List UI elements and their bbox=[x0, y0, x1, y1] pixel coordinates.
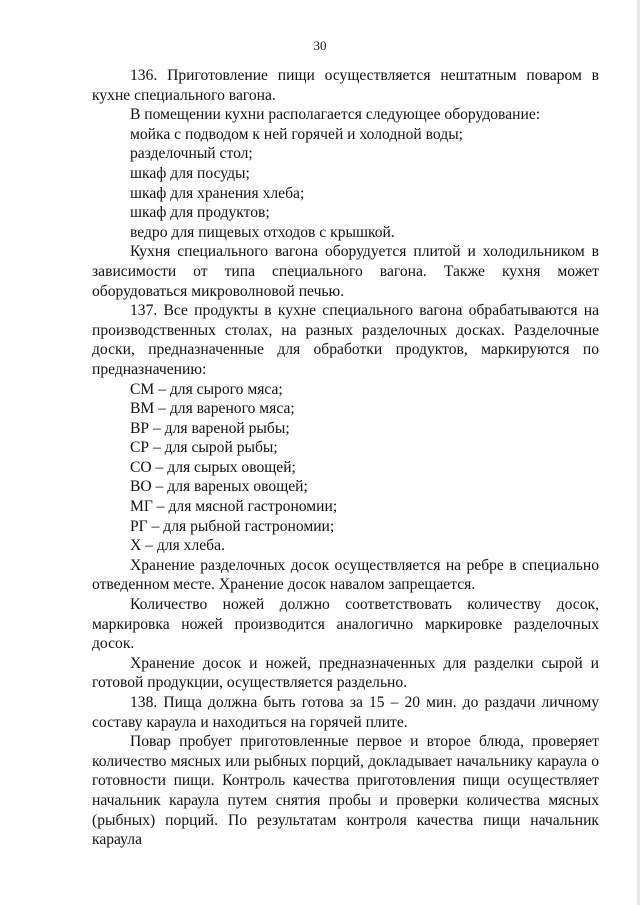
paragraph-136: 136. Приготовление пищи осуществляется нештатным поваром в кухне специального вагона. bbox=[92, 67, 599, 104]
board-marking-item: СМ – для сырого мяса; bbox=[130, 380, 283, 398]
page-number: 30 bbox=[313, 38, 327, 53]
kitchen-equipment-paragraph: Кухня специального вагона оборудуется плитой и холодильником в зависимости от типа специального вагона. Также кухня может оборудоваться микроволновой печью. bbox=[92, 243, 599, 300]
board-marking-item: Х – для хлеба. bbox=[130, 537, 225, 555]
list-item: мойка с подводом к ней горячей и холодной воды; bbox=[130, 125, 464, 143]
board-marking-item: СР – для сырой рыбы; bbox=[130, 439, 278, 457]
board-marking-item: РГ – для рыбной гастрономии; bbox=[130, 517, 335, 535]
knives-paragraph: Количество ножей должно соответствовать количеству досок, маркировка ножей производится аналогично маркировке разделочных досок. bbox=[92, 596, 599, 653]
board-marking-item: ВМ – для вареного мяса; bbox=[130, 400, 295, 418]
quality-control-paragraph: Повар пробует приготовленные первое и второе блюда, проверяет количество мясных или рыбных порций, докладывает начальнику караула о готовности пищи. Контроль качества приготовления пищи осуществляет начальник караула путем снятия пробы и проверки количества мясных (рыбных) порций. По результатам контроля качества пищи начальник караула bbox=[92, 733, 599, 849]
equipment-intro: В помещении кухни располагается следующее оборудование: bbox=[130, 106, 541, 124]
board-marking-item: СО – для сырых овощей; bbox=[130, 458, 296, 476]
list-item: шкаф для посуды; bbox=[130, 164, 250, 182]
board-storage-paragraph: Хранение разделочных досок осуществляется на ребре в специально отведенном месте. Хранение досок навалом запрещается. bbox=[92, 556, 599, 594]
paragraph-138: 138. Пища должна быть готова за 15 – 20 мин. до раздачи личному составу караула и находиться на горячей плите. bbox=[92, 694, 599, 731]
list-item: ведро для пищевых отходов с крышкой. bbox=[130, 223, 395, 241]
document-body bbox=[92, 66, 599, 850]
board-marking-item: ВО – для вареных овощей; bbox=[130, 478, 308, 496]
board-marking-item: МГ – для мясной гастрономии; bbox=[130, 498, 338, 516]
list-item: шкаф для продуктов; bbox=[130, 204, 270, 222]
paragraph-137: 137. Все продукты в кухне специального вагона обрабатываются на производственных столах, на разных разделочных досках. Разделочные доски, предназначенные для обработки продуктов, маркируются по предназначению: bbox=[92, 302, 599, 378]
separate-storage-paragraph: Хранение досок и ножей, предназначенных для разделки сырой и готовой продукции, осуществляется раздельно. bbox=[92, 654, 599, 692]
board-marking-item: ВР – для вареной рыбы; bbox=[130, 419, 290, 437]
list-item: разделочный стол; bbox=[130, 145, 253, 163]
list-item: шкаф для хранения хлеба; bbox=[130, 184, 305, 202]
